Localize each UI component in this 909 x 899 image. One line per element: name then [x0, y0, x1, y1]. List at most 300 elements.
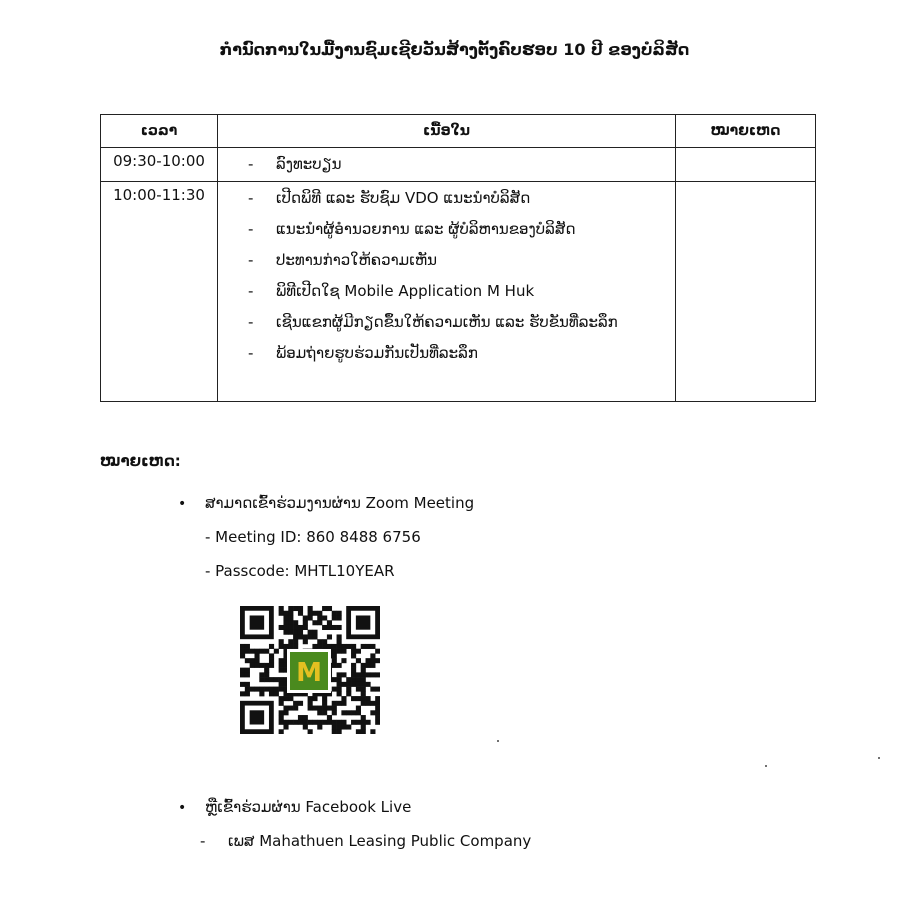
- content-cell: [218, 148, 676, 182]
- table-header-row: [101, 115, 816, 148]
- bullet-dot: •: [178, 800, 187, 816]
- qr-module: [303, 625, 308, 630]
- qr-module: [361, 672, 366, 677]
- qr-module: [346, 644, 351, 649]
- agenda-item-text: ລົງທະບຽນ: [276, 155, 342, 173]
- agenda-item-text: ພິທີເປີດໃຊ Mobile Application M Huk: [276, 282, 535, 300]
- notes-cell: [676, 148, 816, 182]
- qr-module: [312, 696, 317, 701]
- qr-module: [308, 729, 313, 734]
- qr-module: [279, 696, 284, 701]
- qr-module: [279, 606, 284, 611]
- table-row: [101, 182, 816, 402]
- scan-speck: [878, 757, 880, 759]
- qr-module: [375, 649, 380, 654]
- qr-module: [298, 630, 303, 635]
- qr-module: [332, 663, 337, 668]
- header-time: ເວລາ: [101, 115, 218, 148]
- dash: -: [248, 189, 254, 207]
- meeting-id: - Meeting ID: 860 8488 6756: [205, 528, 421, 546]
- facebook-text: ຫຼືເຂົ້າຮ່ວມຜ່ານ Facebook Live: [205, 798, 412, 816]
- qr-module: [351, 677, 356, 682]
- qr-module: [356, 672, 361, 677]
- qr-module: [293, 720, 298, 725]
- qr-module: [337, 611, 342, 616]
- qr-module: [312, 706, 317, 711]
- qr-module: [269, 687, 274, 692]
- qr-module: [303, 715, 308, 720]
- qr-module: [274, 677, 279, 682]
- qr-module: [332, 649, 337, 654]
- qr-module: [288, 696, 293, 701]
- qr-module: [317, 639, 322, 644]
- qr-module: [356, 706, 361, 711]
- agenda-table: [100, 114, 816, 402]
- qr-module: [279, 639, 284, 644]
- qr-module: [366, 672, 371, 677]
- qr-module: [361, 668, 366, 673]
- qr-module: [351, 649, 356, 654]
- time-cell: 09:30-10:00: [101, 148, 218, 182]
- qr-module: [370, 663, 375, 668]
- qr-module: [341, 696, 346, 701]
- qr-module: [370, 710, 375, 715]
- qr-module: [245, 687, 250, 692]
- qr-module: [269, 644, 274, 649]
- qr-module: [279, 663, 284, 668]
- qr-module: [264, 649, 269, 654]
- qr-module: [308, 611, 313, 616]
- qr-module: [370, 672, 375, 677]
- notes-heading: ໝາຍເຫດ:: [100, 452, 181, 470]
- qr-module: [264, 672, 269, 677]
- qr-module: [279, 658, 284, 663]
- scan-speck: [765, 765, 767, 767]
- qr-module: [337, 691, 342, 696]
- qr-module: [250, 658, 255, 663]
- qr-logo-letter: M: [296, 658, 322, 688]
- qr-module: [293, 639, 298, 644]
- qr-module: [288, 625, 293, 630]
- qr-module: [322, 615, 327, 620]
- qr-module: [317, 615, 322, 620]
- qr-module: [341, 710, 346, 715]
- qr-module: [317, 611, 322, 616]
- qr-module: [356, 649, 361, 654]
- qr-module: [279, 701, 284, 706]
- qr-module: [351, 672, 356, 677]
- qr-module: [254, 649, 259, 654]
- content-cell: [218, 182, 676, 402]
- qr-module: [332, 677, 337, 682]
- qr-module: [322, 639, 327, 644]
- qr-module: [293, 706, 298, 711]
- qr-module: [370, 658, 375, 663]
- qr-module: [308, 606, 313, 611]
- qr-module: [370, 687, 375, 692]
- qr-module: [283, 720, 288, 725]
- qr-module: [361, 725, 366, 730]
- qr-module: [288, 644, 293, 649]
- scan-speck: [497, 740, 499, 742]
- qr-module: [356, 658, 361, 663]
- qr-module: [283, 706, 288, 711]
- zoom-qr-code: [240, 606, 380, 734]
- qr-module: [332, 611, 337, 616]
- table-row: [101, 148, 816, 182]
- qr-module: [375, 715, 380, 720]
- qr-module: [279, 668, 284, 673]
- qr-module: [375, 696, 380, 701]
- agenda-item-text: ເປີດພິທີ ແລະ ຮັບຊົມ VDO ແນະນຳບໍລິສັດ: [276, 189, 531, 207]
- qr-module: [293, 701, 298, 706]
- qr-module: [259, 691, 264, 696]
- qr-module: [245, 658, 250, 663]
- qr-module: [366, 644, 371, 649]
- qr-module: [337, 725, 342, 730]
- qr-module: [351, 696, 356, 701]
- qr-module: [327, 625, 332, 630]
- qr-module: [288, 611, 293, 616]
- zoom-text: ສາມາດເຂົ້າຮ່ວມງານຜ່ານ Zoom Meeting: [205, 494, 475, 512]
- qr-module: [240, 649, 245, 654]
- agenda-item-text: ເຊີນແຂກຜູ້ມີກຽດຂຶ້ນໃຫ້ຄວາມເຫັນ ແລະ ຮັບຂັນທີ່ລະລຶກ: [276, 313, 618, 331]
- qr-module: [337, 625, 342, 630]
- notes-cell: [676, 182, 816, 402]
- qr-module: [351, 682, 356, 687]
- qr-module: [361, 720, 366, 725]
- qr-module: [337, 615, 342, 620]
- qr-module: [279, 710, 284, 715]
- dash: -: [248, 344, 254, 362]
- qr-module: [356, 710, 361, 715]
- qr-module: [370, 701, 375, 706]
- qr-module: [312, 611, 317, 616]
- qr-module: [332, 653, 337, 658]
- qr-module: [327, 720, 332, 725]
- qr-module: [254, 658, 259, 663]
- qr-module: [370, 729, 375, 734]
- qr-module: [264, 668, 269, 673]
- qr-module: [332, 729, 337, 734]
- facebook-page-text: ເພສ Mahathuen Leasing Public Company: [228, 832, 532, 850]
- qr-module: [279, 687, 284, 692]
- qr-module: [375, 710, 380, 715]
- qr-module: [293, 606, 298, 611]
- qr-module: [322, 644, 327, 649]
- qr-module: [283, 696, 288, 701]
- qr-module: [254, 663, 259, 668]
- qr-module: [298, 606, 303, 611]
- qr-module: [341, 701, 346, 706]
- qr-module: [375, 672, 380, 677]
- agenda-item: [248, 246, 675, 277]
- qr-module: [341, 725, 346, 730]
- qr-module: [317, 644, 322, 649]
- qr-module: [245, 691, 250, 696]
- header-notes: ໝາຍເຫດ: [676, 115, 816, 148]
- qr-module: [245, 672, 250, 677]
- qr-module: [293, 634, 298, 639]
- qr-module: [240, 653, 245, 658]
- qr-module: [337, 672, 342, 677]
- qr-module: [327, 715, 332, 720]
- qr-module: [375, 706, 380, 711]
- qr-module: [341, 682, 346, 687]
- dash: -: [248, 282, 254, 300]
- document-title: ກຳນົດການໃນມື້ງານຊົມເຊີຍວັນສ້າງຕັ້ງຄົບຮອບ 10 ປີ ຂອງບໍລິສັດ: [219, 40, 690, 59]
- qr-module: [351, 653, 356, 658]
- qr-module: [283, 710, 288, 715]
- qr-module: [279, 720, 284, 725]
- qr-module: [332, 615, 337, 620]
- qr-module: [337, 720, 342, 725]
- qr-module: [293, 630, 298, 635]
- qr-module: [293, 620, 298, 625]
- qr-module: [361, 715, 366, 720]
- qr-module: [274, 691, 279, 696]
- qr-module: [332, 725, 337, 730]
- time-cell: 10:00-11:30: [101, 182, 218, 402]
- qr-module: [240, 644, 245, 649]
- qr-module: [259, 672, 264, 677]
- qr-module: [337, 729, 342, 734]
- qr-module: [361, 644, 366, 649]
- qr-module: [361, 687, 366, 692]
- qr-module: [269, 658, 274, 663]
- qr-module: [337, 649, 342, 654]
- qr-module: [366, 720, 371, 725]
- qr-module: [245, 644, 250, 649]
- qr-finder-core: [356, 615, 370, 629]
- qr-module: [264, 677, 269, 682]
- qr-module: [370, 644, 375, 649]
- qr-module: [375, 701, 380, 706]
- qr-module: [366, 663, 371, 668]
- facebook-bullet: [178, 798, 411, 816]
- qr-module: [322, 696, 327, 701]
- agenda-item: [248, 184, 675, 215]
- qr-module: [337, 634, 342, 639]
- qr-module: [351, 663, 356, 668]
- qr-module: [279, 729, 284, 734]
- qr-module: [279, 682, 284, 687]
- qr-module: [356, 729, 361, 734]
- qr-module: [366, 682, 371, 687]
- qr-module: [361, 677, 366, 682]
- qr-module: [279, 644, 284, 649]
- qr-module: [351, 720, 356, 725]
- qr-module: [361, 696, 366, 701]
- qr-module: [293, 625, 298, 630]
- qr-module: [250, 649, 255, 654]
- agenda-item-text: ແນະນຳຜູ້ອຳນວຍການ ແລະ ຜູ້ບໍລິຫານຂອງບໍລິສັດ: [276, 220, 576, 238]
- qr-module: [298, 611, 303, 616]
- qr-module: [317, 710, 322, 715]
- qr-module: [327, 706, 332, 711]
- qr-module: [279, 677, 284, 682]
- qr-module: [288, 620, 293, 625]
- qr-module: [375, 658, 380, 663]
- qr-module: [337, 677, 342, 682]
- qr-module: [250, 687, 255, 692]
- qr-module: [317, 706, 322, 711]
- qr-module: [341, 649, 346, 654]
- qr-module: [341, 658, 346, 663]
- qr-finder-core: [250, 710, 264, 724]
- qr-module: [375, 687, 380, 692]
- qr-module: [322, 606, 327, 611]
- qr-module: [259, 663, 264, 668]
- agenda-item: [248, 215, 675, 246]
- qr-module: [346, 710, 351, 715]
- agenda-item: [248, 150, 675, 181]
- qr-module: [312, 720, 317, 725]
- qr-module: [308, 706, 313, 711]
- qr-module: [303, 620, 308, 625]
- qr-module: [283, 620, 288, 625]
- qr-module: [303, 725, 308, 730]
- dash: -: [248, 220, 254, 238]
- agenda-item-text: ປະທານກ່າວໃຫ້ຄວາມເຫັນ: [276, 251, 437, 269]
- qr-module: [312, 644, 317, 649]
- qr-module: [370, 653, 375, 658]
- qr-module: [361, 729, 366, 734]
- qr-module: [337, 701, 342, 706]
- qr-module: [361, 663, 366, 668]
- qr-module: [327, 644, 332, 649]
- qr-module: [288, 720, 293, 725]
- qr-module: [283, 611, 288, 616]
- qr-module: [322, 701, 327, 706]
- qr-module: [274, 649, 279, 654]
- qr-module: [259, 649, 264, 654]
- qr-module: [337, 644, 342, 649]
- qr-module: [288, 606, 293, 611]
- qr-module: [298, 625, 303, 630]
- qr-module: [308, 696, 313, 701]
- qr-module: [283, 630, 288, 635]
- qr-module: [245, 649, 250, 654]
- qr-module: [332, 706, 337, 711]
- passcode: - Passcode: MHTL10YEAR: [205, 562, 395, 580]
- qr-module: [337, 682, 342, 687]
- qr-module: [288, 615, 293, 620]
- qr-module: [254, 687, 259, 692]
- qr-module: [332, 658, 337, 663]
- qr-module: [327, 620, 332, 625]
- qr-module: [351, 710, 356, 715]
- qr-module: [337, 687, 342, 692]
- qr-module: [308, 634, 313, 639]
- qr-module: [356, 687, 361, 692]
- qr-module: [332, 687, 337, 692]
- qr-module: [279, 611, 284, 616]
- qr-module: [259, 687, 264, 692]
- qr-module: [327, 634, 332, 639]
- qr-module: [327, 606, 332, 611]
- qr-module: [303, 720, 308, 725]
- qr-module: [356, 682, 361, 687]
- qr-module: [250, 663, 255, 668]
- qr-module: [351, 644, 356, 649]
- qr-module: [240, 682, 245, 687]
- qr-module: [317, 725, 322, 730]
- qr-module: [312, 620, 317, 625]
- dash: -: [248, 313, 254, 331]
- qr-module: [361, 691, 366, 696]
- qr-module: [269, 653, 274, 658]
- qr-module: [356, 720, 361, 725]
- qr-module: [361, 701, 366, 706]
- qr-module: [259, 677, 264, 682]
- qr-module: [341, 644, 346, 649]
- qr-module: [269, 677, 274, 682]
- qr-module: [308, 615, 313, 620]
- qr-module: [322, 706, 327, 711]
- qr-module: [279, 625, 284, 630]
- qr-module: [303, 634, 308, 639]
- zoom-bullet: [178, 494, 474, 512]
- qr-module: [240, 668, 245, 673]
- qr-module: [279, 715, 284, 720]
- qr-module: [346, 687, 351, 692]
- bullet-dot: •: [178, 496, 187, 512]
- qr-module: [356, 677, 361, 682]
- qr-module: [346, 677, 351, 682]
- qr-module: [308, 630, 313, 635]
- dash: -: [200, 832, 206, 850]
- qr-module: [274, 687, 279, 692]
- qr-module: [288, 630, 293, 635]
- agenda-item: [248, 308, 675, 339]
- qr-module: [288, 639, 293, 644]
- qr-module: [366, 701, 371, 706]
- qr-module: [375, 720, 380, 725]
- qr-module: [269, 663, 274, 668]
- facebook-page: [200, 832, 531, 850]
- qr-module: [303, 615, 308, 620]
- qr-module: [283, 615, 288, 620]
- qr-module: [366, 696, 371, 701]
- agenda-item: [248, 277, 675, 308]
- qr-module: [303, 639, 308, 644]
- qr-module: [264, 687, 269, 692]
- qr-module: [254, 653, 259, 658]
- qr-module: [322, 720, 327, 725]
- qr-module: [332, 625, 337, 630]
- qr-module: [298, 701, 303, 706]
- qr-module: [341, 720, 346, 725]
- qr-module: [337, 639, 342, 644]
- qr-module: [366, 658, 371, 663]
- dash: -: [248, 155, 254, 173]
- qr-module: [346, 682, 351, 687]
- qr-module: [317, 720, 322, 725]
- qr-module: [240, 691, 245, 696]
- qr-module: [283, 644, 288, 649]
- qr-module: [245, 682, 250, 687]
- qr-module: [312, 634, 317, 639]
- qr-module: [351, 668, 356, 673]
- qr-module: [293, 644, 298, 649]
- qr-module: [332, 701, 337, 706]
- qr-module: [317, 620, 322, 625]
- qr-module: [298, 634, 303, 639]
- qr-module: [346, 691, 351, 696]
- qr-module: [332, 644, 337, 649]
- agenda-item-text: ພ້ອມຖ່າຍຮູບຮ່ວມກັນເປັນທີ່ລະລຶກ: [276, 344, 478, 362]
